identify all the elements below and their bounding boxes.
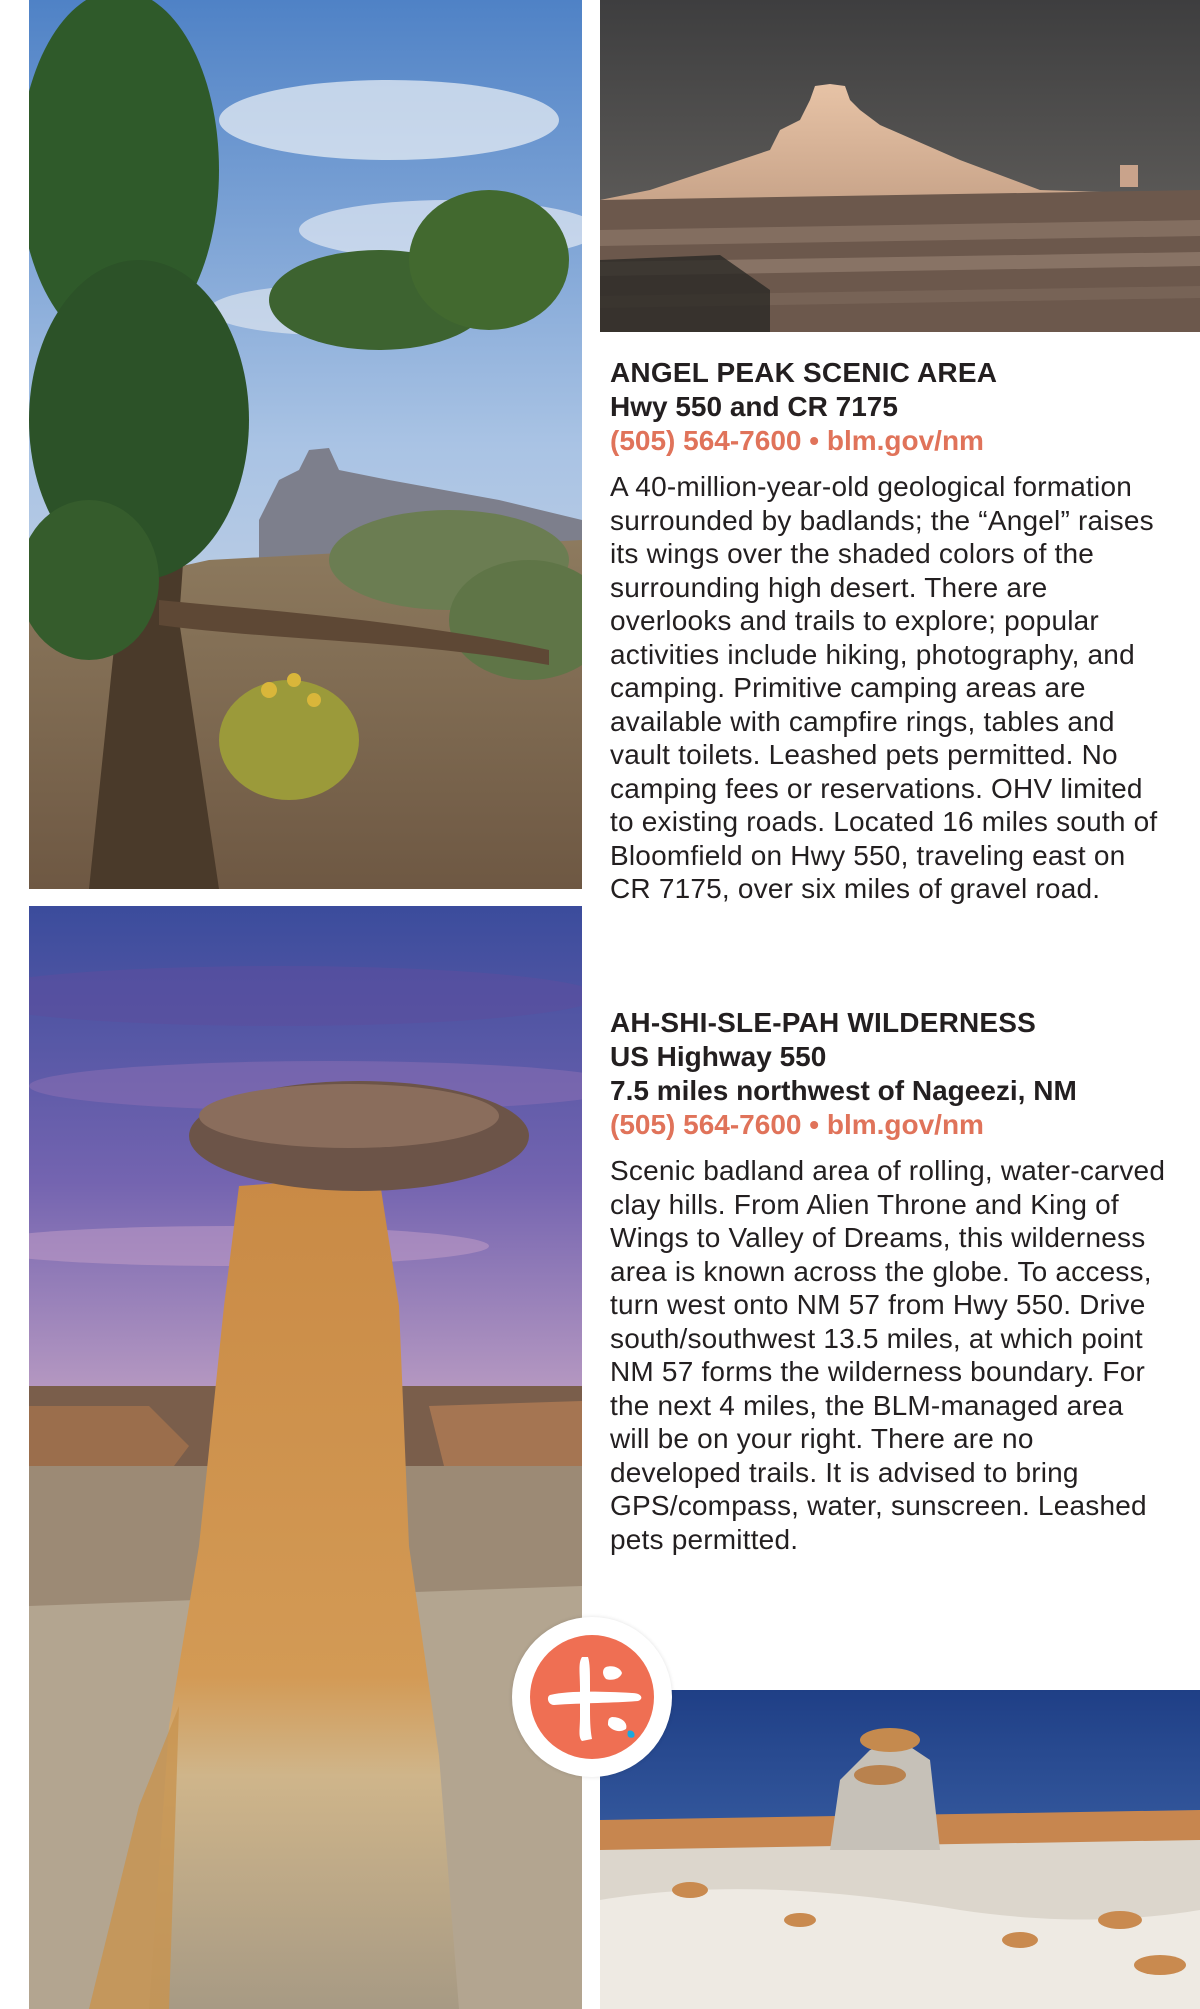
hoodoo-sunset-photo xyxy=(29,906,582,2009)
badlands-field-photo xyxy=(600,1690,1200,2009)
section-contact: (505) 564-7600 • blm.gov/nm xyxy=(610,425,984,456)
section-contact: (505) 564-7600 • blm.gov/nm xyxy=(610,1109,984,1140)
section-location: 7.5 miles northwest of Nageezi, NM xyxy=(610,1075,1077,1106)
section-address: Hwy 550 and CR 7175 xyxy=(610,391,898,422)
section-description: A 40-million-year-old geological formation surrounded by badlands; the “Angel” raises its wings over the shaded colors of the surrounding high desert. There are overlooks and trails to explore; popular activities include hiking, photography, and camping. Primitive camping areas are available with campfire rings, tables and vault toilets. Leashed pets permitted. No camping fees or reservations. OHV limited to existing roads. Located 16 miles south of Bloomfield on Hwy 550, traveling east on CR 7175, over six miles of gravel road. xyxy=(610,471,1158,904)
logo-badge xyxy=(512,1617,672,1777)
section-title: ANGEL PEAK SCENIC AREA xyxy=(610,357,998,388)
section-title: AH-SHI-SLE-PAH WILDERNESS xyxy=(610,1007,1037,1038)
section-description: Scenic badland area of rolling, water-carved clay hills. From Alien Throne and King of Wings to Valley of Dreams, this wilderness area is known across the globe. To access, turn west onto NM 57 from Hwy 550. Drive south/southwest 13.5 miles, at which point NM 57 forms the wilderness boundary. For the next 4 miles, the BLM-managed area will be on your right. There are no developed trails. It is advised to bring GPS/compass, water, sunscreen. Leashed pets permitted. xyxy=(610,1155,1166,1555)
angel-peak-photo xyxy=(600,0,1200,332)
zia-logo-icon xyxy=(528,1633,656,1761)
juniper-tree-photo xyxy=(29,0,582,889)
angel-peak-section xyxy=(610,356,1170,906)
section-address: US Highway 550 xyxy=(610,1041,827,1072)
ah-shi-sle-pah-section xyxy=(610,1006,1170,1556)
